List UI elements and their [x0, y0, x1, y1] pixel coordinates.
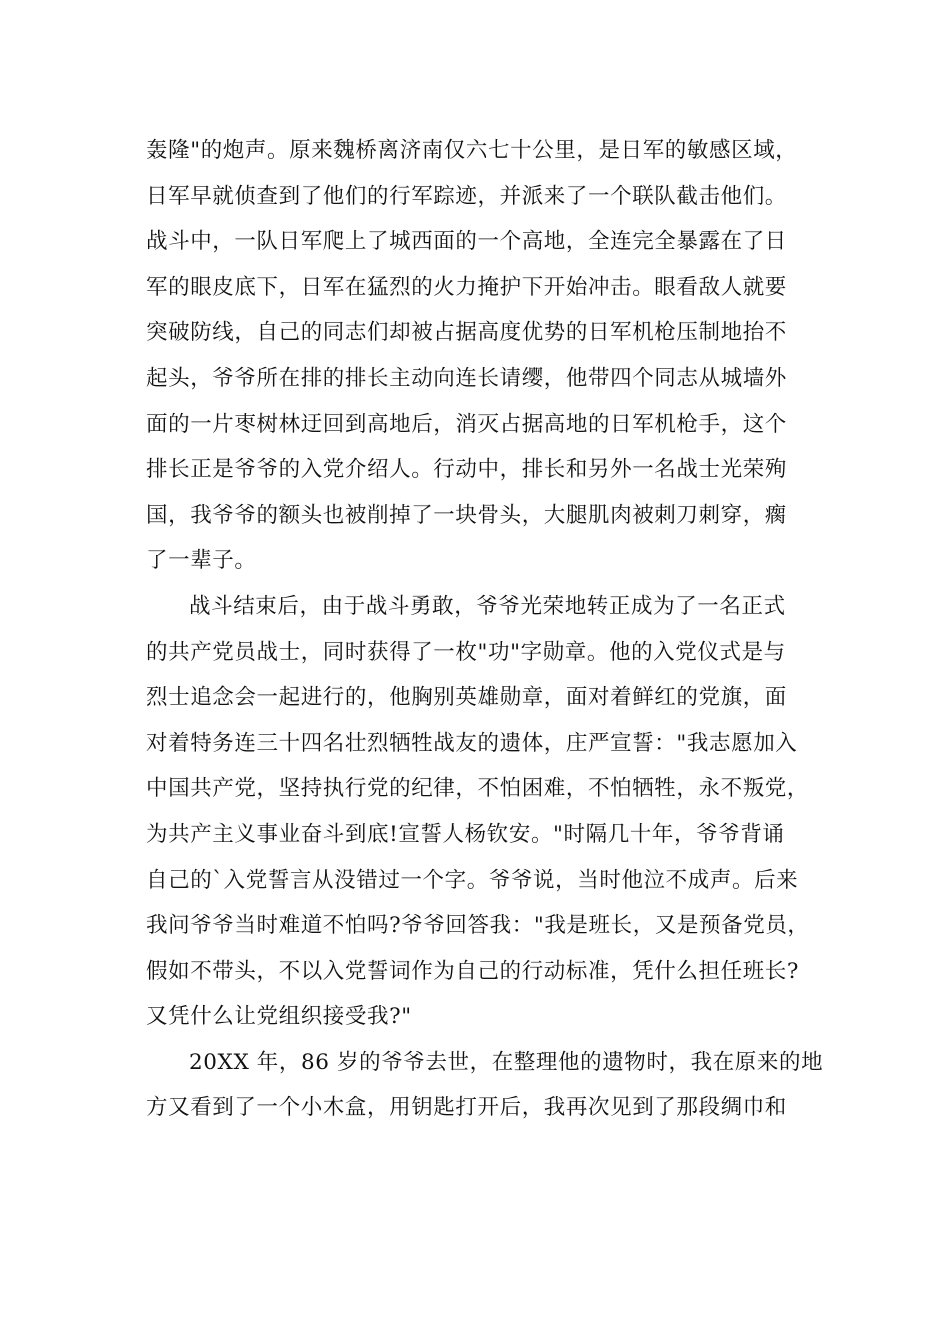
text-line: 方又看到了一个小木盒，用钥匙打开后，我再次见到了那段绸巾和	[146, 1095, 787, 1121]
paragraph-2	[146, 584, 826, 1040]
text-line: 国，我爷爷的额头也被削掉了一块骨头，大腿肌肉被刺刀刺穿，瘸	[146, 502, 787, 528]
text-line: 的共产党员战士，同时获得了一枚"功"字勋章。他的入党仪式是与	[146, 639, 786, 665]
text-line: 我问爷爷当时难道不怕吗?爷爷回答我："我是班长，又是预备党员，	[146, 913, 810, 939]
text-line: 20XX 年，86 岁的爷爷去世，在整理他的遗物时，我在原来的地	[189, 1049, 824, 1075]
text-line: 为共产主义事业奋斗到底!宣誓人杨钦安。"时隔几十年，爷爷背诵	[146, 821, 785, 847]
text-line: 又凭什么让党组织接受我?"	[146, 1004, 412, 1030]
text-line: 对着特务连三十四名壮烈牺牲战友的遗体，庄严宣誓："我志愿加入	[146, 730, 798, 756]
text-line: 起头，爷爷所在排的排长主动向连长请缨，他带四个同志从城墙外	[146, 365, 787, 391]
text-line: 日军早就侦查到了他们的行军踪迹，并派来了一个联队截击他们。	[146, 183, 787, 209]
text-line: 军的眼皮底下，日军在猛烈的火力掩护下开始冲击。眼看敌人就要	[146, 274, 787, 300]
paragraph-3	[146, 1040, 826, 1131]
text-line: 轰隆"的炮声。原来魏桥离济南仅六七十公里，是日军的敏感区域，	[146, 138, 798, 163]
paragraph-1	[146, 128, 826, 584]
body-text	[146, 128, 826, 1131]
text-line: 排长正是爷爷的入党介绍人。行动中，排长和另外一名战士光荣殉	[146, 457, 787, 483]
text-line: 突破防线，自己的同志们却被占据高度优势的日军机枪压制地抬不	[146, 320, 787, 346]
text-line: 战斗结束后，由于战斗勇敢，爷爷光荣地转正成为了一名正式	[189, 593, 786, 619]
text-line: 面的一片枣树林迂回到高地后，消灭占据高地的日军机枪手，这个	[146, 411, 787, 437]
text-line: 自己的`入党誓言从没错过一个字。爷爷说，当时他泣不成声。后来	[146, 867, 799, 893]
text-line: 战斗中，一队日军爬上了城西面的一个高地，全连完全暴露在了日	[146, 229, 787, 255]
text-line: 烈士追念会一起进行的，他胸别英雄勋章，面对着鲜红的党旗，面	[146, 685, 787, 711]
text-line: 中国共产党，坚持执行党的纪律，不怕困难，不怕牺牲，永不叛党，	[146, 776, 810, 802]
text-line: 了一辈子。	[146, 548, 257, 574]
text-line: 假如不带头，不以入党誓词作为自己的行动标准，凭什么担任班长?	[146, 958, 800, 984]
